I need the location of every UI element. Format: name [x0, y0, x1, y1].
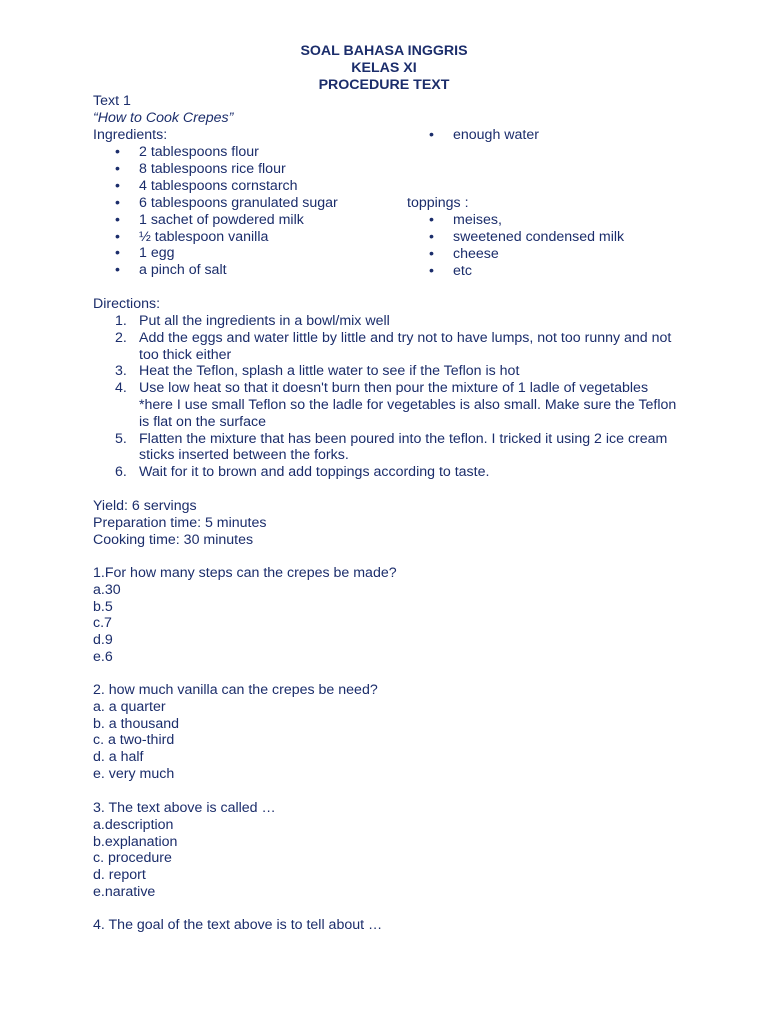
question-1	[93, 565, 397, 666]
doc-title-topic: PROCEDURE TEXT	[318, 77, 450, 93]
question-text: 3. The text above is called …	[93, 800, 276, 816]
answer-option: c. procedure	[93, 850, 172, 867]
topping-item: • cheese	[453, 246, 624, 263]
directions-list	[115, 313, 679, 481]
direction-step	[115, 329, 679, 364]
ingredient-item: • 8 tablespoons rice flour	[139, 161, 338, 178]
answer-option: d.9	[93, 632, 113, 649]
cook-time-text: Cooking time: 30 minutes	[93, 531, 254, 548]
answer-option: c.7	[93, 615, 112, 632]
step-number: 5.	[115, 430, 127, 447]
step-text: Add the eggs and water little by little and try not to have lumps, not too runny and not too thick either	[139, 329, 672, 363]
answer-option: a. a quarter	[93, 698, 166, 715]
ingredients-label: Ingredients:	[93, 127, 168, 143]
text-label: Text 1	[93, 93, 131, 109]
ingredient-item: • 4 tablespoons cornstarch	[139, 178, 338, 195]
answer-option: d. a half	[93, 749, 144, 766]
yield-text: Yield: 6 servings	[93, 498, 197, 514]
topping-item: • etc	[453, 263, 624, 280]
ingredient-item: • enough water	[453, 127, 539, 144]
ingredient-item: • 1 egg	[139, 245, 338, 262]
answer-option: a.30	[93, 581, 121, 598]
step-text: Use low heat so that it doesn't burn then pour the mixture of 1 ladle of vegetables *here I use small Teflon so the ladle for vegetables is also small. Make sure the Teflon is flat on the surface	[139, 380, 677, 430]
direction-step	[115, 380, 679, 430]
question-4	[93, 917, 382, 934]
answer-option: c. a two-third	[93, 732, 175, 749]
step-number: 3.	[115, 363, 127, 380]
direction-step	[115, 430, 679, 465]
direction-step	[115, 313, 679, 330]
topping-item: • meises,	[453, 212, 624, 229]
step-number: 6.	[115, 464, 127, 481]
answer-option: e. very much	[93, 765, 175, 782]
recipe-title: “How to Cook Crepes”	[93, 110, 234, 126]
topping-item: • sweetened condensed milk	[453, 229, 624, 246]
prep-time-text: Preparation time: 5 minutes	[93, 514, 267, 531]
step-text: Heat the Teflon, splash a little water to see if the Teflon is hot	[139, 363, 520, 380]
ingredient-item: • a pinch of salt	[139, 262, 338, 279]
question-2	[93, 682, 378, 783]
ingredient-item: • 2 tablespoons flour	[139, 144, 338, 161]
step-number: 4.	[115, 380, 127, 397]
answer-option: b. a thousand	[93, 715, 179, 732]
toppings-label: toppings :	[407, 195, 469, 211]
directions-label: Directions:	[93, 296, 161, 312]
step-number: 1.	[115, 313, 127, 329]
toppings-list	[453, 212, 624, 280]
answer-option: b.explanation	[93, 833, 178, 850]
doc-title-subject: SOAL BAHASA INGGRIS	[300, 43, 468, 59]
doc-title-class: KELAS XI	[351, 60, 417, 76]
step-text: Wait for it to brown and add toppings according to taste.	[139, 464, 490, 481]
answer-option: e.narative	[93, 883, 156, 900]
step-number: 2.	[115, 329, 127, 346]
answer-option: b.5	[93, 598, 113, 615]
question-text: 4. The goal of the text above is to tell about …	[93, 917, 383, 933]
question-3	[93, 800, 276, 901]
question-text: 1.For how many steps can the crepes be made?	[93, 565, 397, 581]
step-text: Put all the ingredients in a bowl/mix well	[139, 313, 390, 329]
ingredient-item: • 6 tablespoons granulated sugar	[139, 195, 338, 212]
ingredients-list	[139, 144, 338, 279]
ingredient-item: • 1 sachet of powdered milk	[139, 212, 338, 229]
answer-option: e.6	[93, 648, 113, 665]
direction-step	[115, 363, 679, 380]
ingredient-item: • ½ tablespoon vanilla	[139, 229, 338, 246]
question-text: 2. how much vanilla can the crepes be need?	[93, 682, 378, 698]
extra-ingredient-list	[453, 127, 539, 144]
direction-step	[115, 464, 679, 481]
answer-option: a.description	[93, 816, 174, 833]
recipe-info	[93, 498, 267, 548]
step-text: Flatten the mixture that has been poured into the teflon. I tricked it using 2 ice cream sticks inserted between the forks.	[139, 430, 668, 464]
answer-option: d. report	[93, 867, 146, 884]
